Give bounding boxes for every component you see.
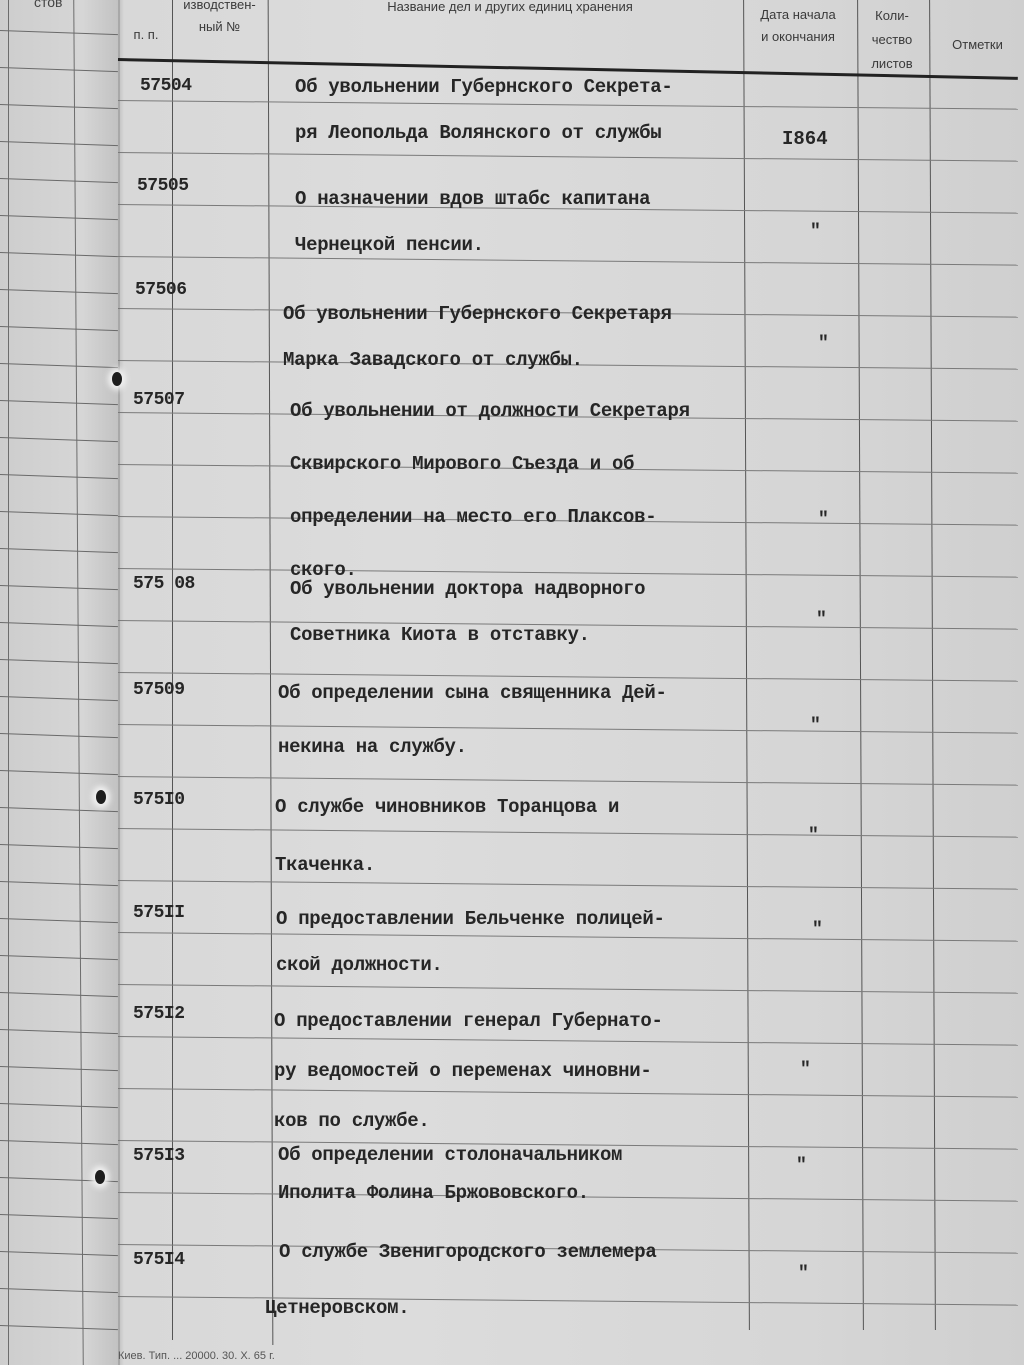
left-page-ruled-line [0,1325,118,1330]
header-number-label: п. п. [133,27,159,42]
row-title: О службе чиновников Торанцова и Ткаченка. [275,796,620,876]
left-page-ruled-line [0,844,118,849]
left-page-ruled-line [0,178,118,183]
row-date-ditto: " [798,1264,809,1284]
binding-hole [95,1170,105,1184]
left-page-ruled-line [0,733,118,738]
row-date-ditto: " [812,920,823,940]
row-number: 575I3 [133,1146,185,1166]
left-page-ruled-line [0,289,118,294]
header-production-number-label: изводствен- ный № [183,0,256,34]
header-title-label: Название дел и других единиц хранения [387,0,633,14]
row-number: 575II [133,903,185,923]
row-number: 575I0 [133,790,185,810]
row-title: О предоставлении генерал Губернато- ру ведомостей о переменах чиновни- ков по службе. [274,1010,663,1132]
row-number: 57505 [137,176,189,196]
left-page-ruled-line [0,1251,118,1256]
row-title: О предоставлении Бельченке полицей- ской должности. [276,908,665,976]
binding-hole [112,372,122,386]
left-page-edge [0,0,120,1365]
row-date: I864 [782,128,828,150]
row-date-ditto: " [810,716,821,736]
row-title: Об увольнении доктора надворного Советника Киота в отставку. [290,578,646,646]
row-title: Об увольнении от должности Секретаря Сквирского Мирового Съезда и об определении на место его Плаксов- ского. [290,400,690,581]
row-title: Об увольнении Губернского Секрета- ря Леопольда Волянского от службы [295,76,673,144]
printer-imprint: Киев. Тип. ... 20000. 30. X. 65 г. [118,1350,275,1362]
column-divider [857,0,864,1330]
row-date-ditto: " [796,1156,807,1176]
row-date-ditto: " [810,222,821,242]
row-number: 57507 [133,390,185,410]
left-page-ruled-line [0,30,118,35]
left-page-ruled-line [0,955,118,960]
row-title: Об определении столоначальником Иполита Фолина Бржововского. [278,1144,623,1204]
row-title: О службе Звенигородского землемера Цетнеровском. [265,1241,657,1319]
row-date-ditto: " [818,510,829,530]
left-page-ruled-line [0,918,118,923]
left-page-header-fragment: стов [34,0,63,10]
row-number: 57506 [135,280,187,300]
row-date-ditto: " [800,1060,811,1080]
left-page-ruled-line [0,363,118,368]
left-page-ruled-line [0,1029,118,1034]
left-page-ruled-line [0,659,118,664]
row-title: О назначении вдов штабс капитана Чернецкой пенсии. [295,188,651,256]
left-page-ruled-line [0,1103,118,1108]
binding-hole [96,790,106,804]
left-page-ruled-line [0,437,118,442]
left-page-ruled-line [0,326,118,331]
header-dates-label: Дата начала и окончания [760,7,836,44]
left-page-ruled-line [0,141,118,146]
left-page-ruled-line [0,252,118,257]
row-number: 57504 [140,76,192,96]
left-page-ruled-line [0,770,118,775]
row-number: 575I2 [133,1004,185,1024]
row-date-ditto: " [816,610,827,630]
row-number: 57509 [133,680,185,700]
column-divider [929,0,936,1330]
header-sheet-count-label: Коли- чество листов [871,8,913,71]
left-page-ruled-line [0,67,118,72]
left-page-ruled-line [0,1288,118,1293]
left-page-ruled-line [0,511,118,516]
column-divider [743,0,750,1330]
row-title: Об определении сына священника Дей- некина на службу. [278,682,667,758]
row-title: Об увольнении Губернского Секретаря Марка Завадского от службы. [283,303,672,371]
left-page-ruled-line [0,1066,118,1071]
row-number: 575I4 [133,1250,185,1270]
left-page-ruled-line [0,548,118,553]
left-page-ruled-line [0,696,118,701]
left-page-ruled-line [0,622,118,627]
left-page-ruled-line [0,992,118,997]
row-number: 575 08 [133,574,195,594]
left-page-ruled-line [0,215,118,220]
column-divider [172,0,173,1340]
row-date-ditto: " [818,334,829,354]
row-date-ditto: " [808,826,819,846]
left-page-ruled-line [0,400,118,405]
header-notes-label: Отметки [952,37,1003,52]
left-page-ruled-line [0,474,118,479]
left-page-ruled-line [0,807,118,812]
left-page-ruled-line [0,585,118,590]
left-page-ruled-line [0,1214,118,1219]
left-page-ruled-line [0,104,118,109]
left-page-ruled-line [0,881,118,886]
left-page-ruled-line [0,1140,118,1145]
